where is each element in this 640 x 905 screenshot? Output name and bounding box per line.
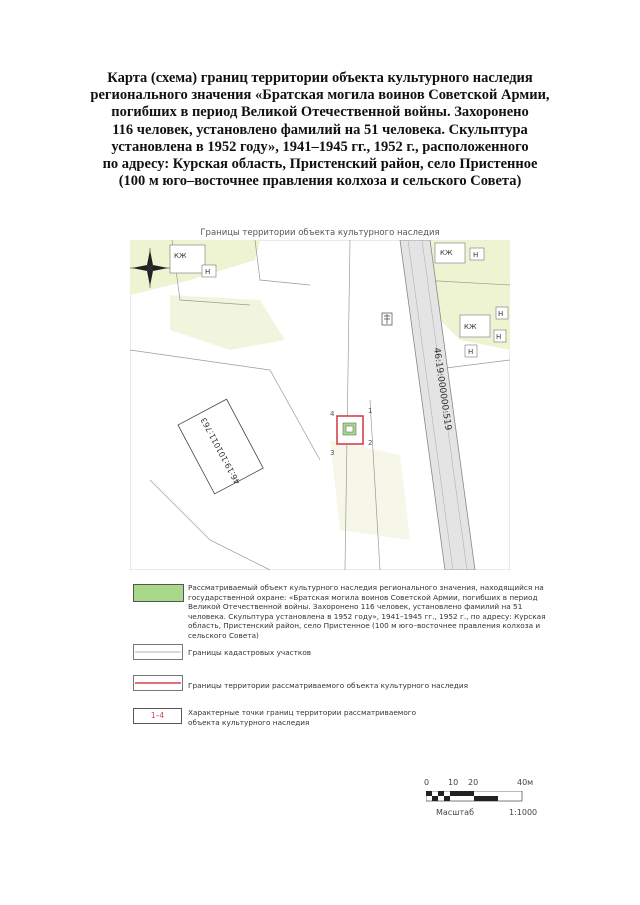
point-label-4: 4 [330, 410, 335, 418]
scale-tick-10: 10 [448, 778, 459, 787]
legend-object-text: Рассматриваемый объект культурного наследия регионального значения, находящийся на государственной охране: «Братская могила воинов Советской Армии, погибших в период Великой Отечественной войны. Захоронено 116 человек, установлено фамилий на 51 человека. Скульптура установлена в 1952 году», 1941–1945 гг., 1952 г., по адресу: Курская область, Пристенский район, село Пристенное (100 м юго–восточнее правления колхоза и сельского Совета) [188, 583, 546, 640]
monument-symbol [382, 313, 392, 325]
legend-cadastral-symbol [133, 644, 183, 660]
title-line: 116 человек, установлено фамилий на 51 человека. Скульптура [112, 121, 528, 138]
scale-tick-20: 20 [468, 778, 479, 787]
scale-bar [424, 778, 544, 838]
building-label-n: Н [468, 348, 474, 356]
scale-tick-40: 40м [517, 778, 534, 787]
legend-territory-symbol [133, 675, 183, 691]
title-line: погибших в период Великой Отечественной войны. Захоронено [111, 104, 529, 121]
document-title [60, 70, 580, 190]
building-label-n: Н [498, 310, 504, 318]
scale-label: Масштаб [436, 808, 475, 817]
building-label-n: Н [205, 268, 211, 276]
legend-object-swatch [133, 584, 184, 602]
map-caption: Границы территории объекта культурного наследия [200, 228, 440, 238]
site-map [130, 240, 510, 570]
building-label-n: Н [496, 333, 502, 341]
legend-cadastral-text: Границы кадастровых участков [188, 648, 312, 657]
left-parcel-label: 46:19:101011:763 [199, 415, 243, 486]
scale-graphic [426, 791, 538, 803]
title-line: установлена в 1952 году», 1941–1945 гг., 1952 г., расположенного [111, 138, 529, 155]
legend-points-text: Характерные точки границ территории рассматриваемого объекта культурного наследия [188, 708, 417, 727]
title-line: регионального значения «Братская могила воинов Советской Армии, [90, 87, 550, 104]
point-label-1: 1 [368, 407, 373, 415]
building-label-kzh: КЖ [464, 323, 477, 331]
green-area [330, 440, 410, 540]
point-label-3: 3 [330, 449, 335, 457]
road-parcel-label: 46:19:000000:519 [431, 347, 453, 432]
legend-points-symbol-text: 1–4 [150, 711, 165, 720]
title-line: по адресу: Курская область, Пристенский район, село Пристенное [102, 156, 538, 173]
title-line: (100 м юго–восточнее правления колхоза и сельского Совета) [118, 173, 522, 190]
building-label-kzh: КЖ [440, 249, 453, 257]
point-label-2: 2 [368, 439, 373, 447]
building-label-kzh: КЖ [174, 252, 187, 260]
legend-territory-text: Границы территории рассматриваемого объекта культурного наследия [188, 681, 468, 690]
title-line: Карта (схема) границ территории объекта культурного наследия [107, 70, 533, 86]
legend-points-symbol [133, 708, 182, 724]
scale-ratio: 1:1000 [509, 808, 538, 817]
scale-tick-0: 0 [424, 778, 430, 787]
building-label-n: Н [473, 251, 479, 259]
